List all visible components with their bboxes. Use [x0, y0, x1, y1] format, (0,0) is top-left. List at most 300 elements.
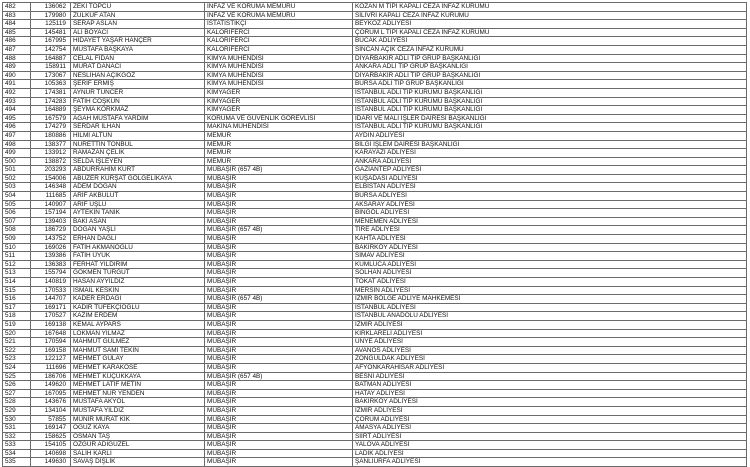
table-row [3, 45, 747, 54]
table-row [3, 200, 747, 209]
row-number-cell: 500 [3, 157, 31, 166]
table-row [3, 320, 747, 329]
table-row [3, 398, 747, 407]
unit-cell: ZONGULDAK ADLİYESİ [353, 355, 747, 364]
name-cell: MEHMET KÜÇÜKKAYA [71, 372, 205, 381]
registry-number-cell: 173067 [31, 71, 71, 80]
unit-cell: SİMAV ADLİYESİ [353, 252, 747, 261]
name-cell: İSMAİL KESKİN [71, 286, 205, 295]
unit-cell: ÇORUM L TİPİ KAPALI CEZA İNFAZ KURUMU [353, 28, 747, 37]
name-cell: BAKİ ASAN [71, 217, 205, 226]
name-cell: GÖKMEN TURGUT [71, 269, 205, 278]
row-number-cell: 533 [3, 441, 31, 450]
name-cell: MURAT DANACI [71, 63, 205, 72]
name-cell: AYNUR TUNCER [71, 88, 205, 97]
title-cell: KİMYAGER [205, 97, 353, 106]
table-row [3, 71, 747, 80]
table-row [3, 381, 747, 390]
registry-number-cell: 146348 [31, 183, 71, 192]
row-number-cell: 484 [3, 20, 31, 29]
name-cell: NESLİHAN AÇIKGÖZ [71, 71, 205, 80]
name-cell: ABUZER KÜRŞAT GÖLGELİKAYA [71, 174, 205, 183]
row-number-cell: 503 [3, 183, 31, 192]
title-cell: KİMYAGER [205, 106, 353, 115]
name-cell: HASAN AYYILDIZ [71, 278, 205, 287]
row-number-cell: 511 [3, 252, 31, 261]
unit-cell: İSTANBUL ANADOLU ADLİYESİ [353, 312, 747, 321]
table-row [3, 235, 747, 244]
registry-number-cell: 174279 [31, 123, 71, 132]
title-cell: MEMUR [205, 140, 353, 149]
table-body [3, 3, 747, 467]
table-row [3, 157, 747, 166]
registry-number-cell: 154006 [31, 174, 71, 183]
registry-number-cell: 158625 [31, 432, 71, 441]
title-cell: MAKİNA MÜHENDİSİ [205, 123, 353, 132]
personnel-table [2, 2, 747, 467]
unit-cell: BESNİ ADLİYESİ [353, 372, 747, 381]
table-row [3, 97, 747, 106]
unit-cell: İDARİ VE MALİ İŞLER DAİRESİ BAŞKANLIĞI [353, 114, 747, 123]
registry-number-cell: 186706 [31, 372, 71, 381]
unit-cell: GAZİANTEP ADLİYESİ [353, 166, 747, 175]
table-row [3, 140, 747, 149]
name-cell: KAZIM ERDEM [71, 312, 205, 321]
unit-cell: KUMLUCA ADLİYESİ [353, 260, 747, 269]
name-cell: OĞUZ KAYA [71, 424, 205, 433]
table-row [3, 243, 747, 252]
registry-number-cell: 57855 [31, 415, 71, 424]
unit-cell: ANKARA ADLİYESİ [353, 157, 747, 166]
name-cell: ARİF UŞLU [71, 200, 205, 209]
row-number-cell: 513 [3, 269, 31, 278]
title-cell: KİMYA MÜHENDİSİ [205, 63, 353, 72]
registry-number-cell: 155794 [31, 269, 71, 278]
table-row [3, 217, 747, 226]
unit-cell: BEYKOZ ADLİYESİ [353, 20, 747, 29]
title-cell: MÜBAŞİR [205, 192, 353, 201]
table-row [3, 174, 747, 183]
row-number-cell: 524 [3, 363, 31, 372]
unit-cell: BATMAN ADLİYESİ [353, 381, 747, 390]
unit-cell: HATAY ADLİYESİ [353, 389, 747, 398]
row-number-cell: 489 [3, 63, 31, 72]
unit-cell: ÇORUM ADLİYESİ [353, 415, 747, 424]
unit-cell: KARAYAZI ADLİYESİ [353, 149, 747, 158]
name-cell: ÖZGÜR ADIGÜZEL [71, 441, 205, 450]
unit-cell: BUCAK ADLİYESİ [353, 37, 747, 46]
registry-number-cell: 138872 [31, 157, 71, 166]
registry-number-cell: 140698 [31, 449, 71, 458]
row-number-cell: 491 [3, 80, 31, 89]
table-row [3, 432, 747, 441]
registry-number-cell: 140819 [31, 278, 71, 287]
name-cell: ŞEYMA KORKMAZ [71, 106, 205, 115]
unit-cell: AMASYA ADLİYESİ [353, 424, 747, 433]
row-number-cell: 512 [3, 260, 31, 269]
name-cell: HİLMİ ALTUN [71, 131, 205, 140]
row-number-cell: 483 [3, 11, 31, 20]
unit-cell: İSTANBUL ADLİYESİ [353, 303, 747, 312]
table-row [3, 286, 747, 295]
row-number-cell: 486 [3, 37, 31, 46]
table-row [3, 406, 747, 415]
name-cell: KEMAL AYPARS [71, 320, 205, 329]
table-row [3, 131, 747, 140]
title-cell: KALORİFERCİ [205, 45, 353, 54]
name-cell: SERAP ASLAN [71, 20, 205, 29]
row-number-cell: 504 [3, 192, 31, 201]
title-cell: MÜBAŞİR [205, 217, 353, 226]
registry-number-cell: 142754 [31, 45, 71, 54]
name-cell: FATİH ÜYÜK [71, 252, 205, 261]
row-number-cell: 492 [3, 88, 31, 97]
title-cell: MÜBAŞİR [205, 320, 353, 329]
title-cell: MÜBAŞİR [205, 278, 353, 287]
title-cell: MÜBAŞİR (657 4B) [205, 226, 353, 235]
table-row [3, 149, 747, 158]
title-cell: MÜBAŞİR [205, 406, 353, 415]
title-cell: MÜBAŞİR [205, 286, 353, 295]
row-number-cell: 494 [3, 106, 31, 115]
unit-cell: DİYARBAKIR ADLİ TIP GRUP BAŞKANLIĞI [353, 71, 747, 80]
name-cell: ERHAN DAĞLI [71, 235, 205, 244]
registry-number-cell: 143676 [31, 398, 71, 407]
row-number-cell: 528 [3, 398, 31, 407]
table-row [3, 363, 747, 372]
table-row [3, 114, 747, 123]
unit-cell: BİLGİ İŞLEM DAİRESİ BAŞKANLIĞI [353, 140, 747, 149]
title-cell: KİMYA MÜHENDİSİ [205, 54, 353, 63]
row-number-cell: 519 [3, 320, 31, 329]
title-cell: MÜBAŞİR [205, 209, 353, 218]
row-number-cell: 507 [3, 217, 31, 226]
row-number-cell: 499 [3, 149, 31, 158]
registry-number-cell: 169026 [31, 243, 71, 252]
name-cell: MEHMET NUR YENDEN [71, 389, 205, 398]
table-row [3, 20, 747, 29]
table-row [3, 312, 747, 321]
registry-number-cell: 122127 [31, 355, 71, 364]
title-cell: MÜBAŞİR [205, 363, 353, 372]
table-row [3, 37, 747, 46]
registry-number-cell: 138377 [31, 140, 71, 149]
name-cell: ALİ BOYACI [71, 28, 205, 37]
title-cell: İNFAZ VE KORUMA MEMURU [205, 3, 353, 12]
row-number-cell: 506 [3, 209, 31, 218]
unit-cell: İZMİR ADLİYESİ [353, 406, 747, 415]
title-cell: KİMYA MÜHENDİSİ [205, 80, 353, 89]
title-cell: MÜBAŞİR [205, 458, 353, 467]
table-row [3, 192, 747, 201]
table-row [3, 252, 747, 261]
row-number-cell: 487 [3, 45, 31, 54]
title-cell: MÜBAŞİR (657 4B) [205, 372, 353, 381]
table-row [3, 424, 747, 433]
row-number-cell: 518 [3, 312, 31, 321]
table-row [3, 28, 747, 37]
unit-cell: DİYARBAKIR ADLİ TIP GRUP BAŞKANLIĞI [353, 54, 747, 63]
registry-number-cell: 105363 [31, 80, 71, 89]
title-cell: MÜBAŞİR [205, 381, 353, 390]
table-row [3, 449, 747, 458]
unit-cell: İSTANBUL ADLİ TIP KURUMU BAŞKANLIĞI [353, 123, 747, 132]
unit-cell: AFYONKARAHİSAR ADLİYESİ [353, 363, 747, 372]
registry-number-cell: 143752 [31, 235, 71, 244]
title-cell: MEMUR [205, 149, 353, 158]
row-number-cell: 522 [3, 346, 31, 355]
registry-number-cell: 133912 [31, 149, 71, 158]
registry-number-cell: 158911 [31, 63, 71, 72]
registry-number-cell: 169147 [31, 424, 71, 433]
unit-cell: KUŞADASI ADLİYESİ [353, 174, 747, 183]
title-cell: MEMUR [205, 131, 353, 140]
unit-cell: İZMİR ADLİYESİ [353, 320, 747, 329]
unit-cell: SOLHAN ADLİYESİ [353, 269, 747, 278]
title-cell: MÜBAŞİR [205, 235, 353, 244]
table-row [3, 123, 747, 132]
name-cell: SERDAR İLHAN [71, 123, 205, 132]
unit-cell: KOZAN M TİPİ KAPALI CEZA İNFAZ KURUMU [353, 3, 747, 12]
table-row [3, 415, 747, 424]
unit-cell: MERSİN ADLİYESİ [353, 286, 747, 295]
unit-cell: ŞANLIURFA ADLİYESİ [353, 458, 747, 467]
registry-number-cell: 144707 [31, 295, 71, 304]
row-number-cell: 510 [3, 243, 31, 252]
name-cell: MÜNİR MURAT KIK [71, 415, 205, 424]
name-cell: LOKMAN YILMAZ [71, 329, 205, 338]
row-number-cell: 529 [3, 406, 31, 415]
table-row [3, 11, 747, 20]
registry-number-cell: 170527 [31, 312, 71, 321]
registry-number-cell: 174283 [31, 97, 71, 106]
name-cell: ŞERİF ERMİŞ [71, 80, 205, 89]
row-number-cell: 505 [3, 200, 31, 209]
table-row [3, 441, 747, 450]
table-row [3, 209, 747, 218]
name-cell: KADİR TÜFEKÇİOĞLU [71, 303, 205, 312]
name-cell: AYTEKİN TANIK [71, 209, 205, 218]
registry-number-cell: 164889 [31, 106, 71, 115]
table-row [3, 458, 747, 467]
name-cell: OSMAN TAŞ [71, 432, 205, 441]
row-number-cell: 498 [3, 140, 31, 149]
name-cell: ARİF AKBULUT [71, 192, 205, 201]
name-cell: MAHMUT SAMİ TEKİN [71, 346, 205, 355]
table-row [3, 329, 747, 338]
registry-number-cell: 179980 [31, 11, 71, 20]
table-row [3, 166, 747, 175]
row-number-cell: 488 [3, 54, 31, 63]
unit-cell: AVANOS ADLİYESİ [353, 346, 747, 355]
unit-cell: İSTANBUL ADLİ TIP KURUMU BAŞKANLIĞI [353, 88, 747, 97]
title-cell: MÜBAŞİR [205, 303, 353, 312]
row-number-cell: 516 [3, 295, 31, 304]
registry-number-cell: 139403 [31, 217, 71, 226]
registry-number-cell: 203293 [31, 166, 71, 175]
name-cell: SAVAŞ DİŞLİK [71, 458, 205, 467]
row-number-cell: 531 [3, 424, 31, 433]
title-cell: İSTATİSTİKÇİ [205, 20, 353, 29]
title-cell: MÜBAŞİR [205, 355, 353, 364]
registry-number-cell: 134104 [31, 406, 71, 415]
title-cell: MÜBAŞİR [205, 449, 353, 458]
name-cell: FATİH COŞKUN [71, 97, 205, 106]
title-cell: MÜBAŞİR [205, 183, 353, 192]
table-row [3, 106, 747, 115]
unit-cell: BURSA ADLİYESİ [353, 192, 747, 201]
name-cell: RAMAZAN ÇELİK [71, 149, 205, 158]
unit-cell: İSTANBUL ADLİ TIP KURUMU BAŞKANLIĞI [353, 97, 747, 106]
table-row [3, 295, 747, 304]
table-row [3, 226, 747, 235]
name-cell: SELDA İŞLEYEN [71, 157, 205, 166]
title-cell: MÜBAŞİR [205, 389, 353, 398]
unit-cell: BİNGÖL ADLİYESİ [353, 209, 747, 218]
unit-cell: ANKARA ADLİ TIP GRUP BAŞKANLIĞI [353, 63, 747, 72]
name-cell: MUSTAFA YILDIZ [71, 406, 205, 415]
row-number-cell: 520 [3, 329, 31, 338]
name-cell: ABDURRAHİM KURT [71, 166, 205, 175]
unit-cell: YALOVA ADLİYESİ [353, 441, 747, 450]
row-number-cell: 532 [3, 432, 31, 441]
registry-number-cell: 149620 [31, 381, 71, 390]
name-cell: MEHMET GÜLAY [71, 355, 205, 364]
unit-cell: SİNCAN AÇIK CEZA İNFAZ KURUMU [353, 45, 747, 54]
unit-cell: TİRE ADLİYESİ [353, 226, 747, 235]
title-cell: MÜBAŞİR [205, 415, 353, 424]
title-cell: MÜBAŞİR (657 4B) [205, 295, 353, 304]
unit-cell: AYDIN ADLİYESİ [353, 131, 747, 140]
registry-number-cell: 180886 [31, 131, 71, 140]
row-number-cell: 497 [3, 131, 31, 140]
name-cell: FERHAT YILDIRIM [71, 260, 205, 269]
name-cell: SALİH KARLI [71, 449, 205, 458]
registry-number-cell: 140907 [31, 200, 71, 209]
unit-cell: İSTANBUL ADLİ TIP KURUMU BAŞKANLIĞI [353, 106, 747, 115]
registry-number-cell: 145481 [31, 28, 71, 37]
name-cell: MUSTAFA AKYOL [71, 398, 205, 407]
unit-cell: SİLİVRİ KAPALI CEZA İNFAZ KURUMU [353, 11, 747, 20]
table-row [3, 278, 747, 287]
row-number-cell: 502 [3, 174, 31, 183]
row-number-cell: 493 [3, 97, 31, 106]
title-cell: MEMUR [205, 157, 353, 166]
registry-number-cell: 157194 [31, 209, 71, 218]
registry-number-cell: 125119 [31, 20, 71, 29]
unit-cell: LADİK ADLİYESİ [353, 449, 747, 458]
title-cell: KALORİFERCİ [205, 37, 353, 46]
title-cell: KİMYAGER [205, 88, 353, 97]
title-cell: MÜBAŞİR [205, 441, 353, 450]
row-number-cell: 508 [3, 226, 31, 235]
registry-number-cell: 169138 [31, 320, 71, 329]
registry-number-cell: 170533 [31, 286, 71, 295]
unit-cell: ELBİSTAN ADLİYESİ [353, 183, 747, 192]
row-number-cell: 509 [3, 235, 31, 244]
title-cell: MÜBAŞİR [205, 252, 353, 261]
row-number-cell: 525 [3, 372, 31, 381]
table-row [3, 3, 747, 12]
table-row [3, 372, 747, 381]
title-cell: İNFAZ VE KORUMA MEMURU [205, 11, 353, 20]
name-cell: ADEM DOĞAN [71, 183, 205, 192]
registry-number-cell: 167995 [31, 37, 71, 46]
title-cell: MÜBAŞİR [205, 174, 353, 183]
registry-number-cell: 170594 [31, 338, 71, 347]
unit-cell: BURSA ADLİ TIP GRUP BAŞKANLIĞI [353, 80, 747, 89]
row-number-cell: 496 [3, 123, 31, 132]
row-number-cell: 526 [3, 381, 31, 390]
title-cell: MÜBAŞİR [205, 329, 353, 338]
table-row [3, 54, 747, 63]
row-number-cell: 527 [3, 389, 31, 398]
registry-number-cell: 167579 [31, 114, 71, 123]
registry-number-cell: 174381 [31, 88, 71, 97]
name-cell: CELAL FİDAN [71, 54, 205, 63]
registry-number-cell: 167095 [31, 389, 71, 398]
unit-cell: KAHTA ADLİYESİ [353, 235, 747, 244]
title-cell: MÜBAŞİR [205, 312, 353, 321]
registry-number-cell: 111696 [31, 363, 71, 372]
table-row [3, 183, 747, 192]
table-row [3, 389, 747, 398]
row-number-cell: 495 [3, 114, 31, 123]
unit-cell: TOKAT ADLİYESİ [353, 278, 747, 287]
table-row [3, 355, 747, 364]
registry-number-cell: 186729 [31, 226, 71, 235]
table-row [3, 88, 747, 97]
unit-cell: AKSARAY ADLİYESİ [353, 200, 747, 209]
registry-number-cell: 139386 [31, 252, 71, 261]
registry-number-cell: 167648 [31, 329, 71, 338]
row-number-cell: 515 [3, 286, 31, 295]
unit-cell: İZMİR BÖLGE ADLİYE MAHKEMESİ [353, 295, 747, 304]
registry-number-cell: 169171 [31, 303, 71, 312]
title-cell: MÜBAŞİR [205, 269, 353, 278]
row-number-cell: 501 [3, 166, 31, 175]
title-cell: MÜBAŞİR [205, 200, 353, 209]
name-cell: ZEKİ TOPCU [71, 3, 205, 12]
table-row [3, 346, 747, 355]
row-number-cell: 485 [3, 28, 31, 37]
registry-number-cell: 136062 [31, 3, 71, 12]
title-cell: MÜBAŞİR [205, 338, 353, 347]
unit-cell: ÜNYE ADLİYESİ [353, 338, 747, 347]
table-row [3, 63, 747, 72]
table-row [3, 80, 747, 89]
name-cell: AGAH MUSTAFA YARDIM [71, 114, 205, 123]
title-cell: MÜBAŞİR [205, 398, 353, 407]
title-cell: KALORİFERCİ [205, 28, 353, 37]
registry-number-cell: 111685 [31, 192, 71, 201]
name-cell: HİDAYET YAŞAR HANÇER [71, 37, 205, 46]
title-cell: MÜBAŞİR [205, 243, 353, 252]
registry-number-cell: 164887 [31, 54, 71, 63]
table-row [3, 338, 747, 347]
row-number-cell: 534 [3, 449, 31, 458]
name-cell: MEHMET LATİF METİN [71, 381, 205, 390]
title-cell: KİMYA MÜHENDİSİ [205, 71, 353, 80]
table-row [3, 303, 747, 312]
title-cell: MÜBAŞİR [205, 432, 353, 441]
row-number-cell: 517 [3, 303, 31, 312]
unit-cell: KIRKLARELİ ADLİYESİ [353, 329, 747, 338]
title-cell: MÜBAŞİR (657 4B) [205, 166, 353, 175]
row-number-cell: 523 [3, 355, 31, 364]
row-number-cell: 521 [3, 338, 31, 347]
row-number-cell: 530 [3, 415, 31, 424]
